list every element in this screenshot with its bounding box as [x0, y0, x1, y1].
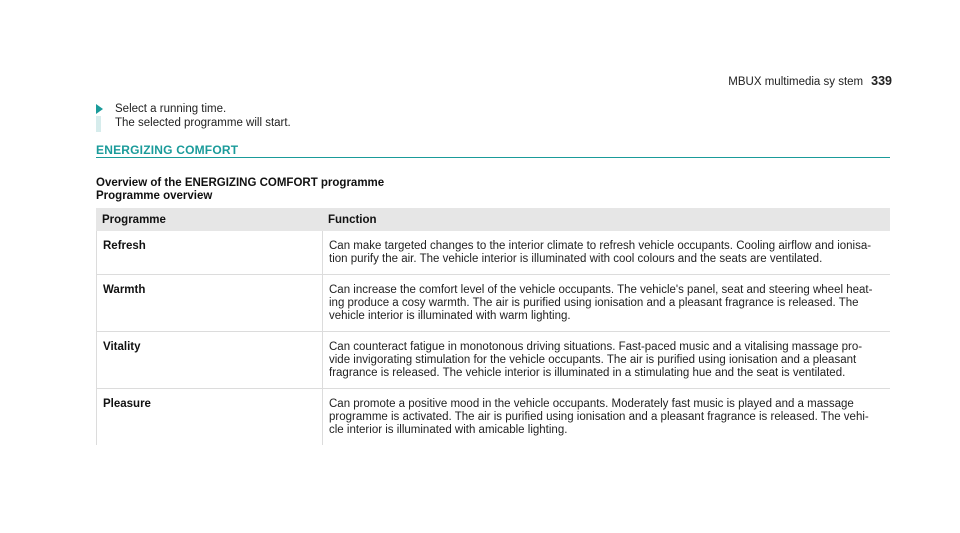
- overview-line-1: Overview of the ENERGIZING COMFORT programme: [96, 177, 385, 189]
- overview-heading: [96, 177, 384, 203]
- step-arrow-icon: [96, 102, 115, 114]
- programme-name: Pleasure: [96, 389, 322, 445]
- section-name: MBUX multimedia sy stem: [728, 76, 864, 88]
- overview-line-2: Programme overview: [96, 190, 213, 202]
- table-row: [96, 275, 890, 332]
- page-header: [728, 74, 892, 88]
- header-function: Function: [328, 213, 377, 226]
- instruction-result: The selected programme will start.: [115, 117, 291, 129]
- page-number: 339: [871, 74, 892, 88]
- programme-function: Can counteract fatigue in monotonous driving situations. Fast-paced music and a vitalising massage pro-vide invigorating stimulation for the vehicle occupants. The air is purified using ionisation and a pleasant fragrance is released. The vehicle interior is illuminated in a stimulating hue and the seat is ventilated.: [322, 332, 890, 388]
- programme-name: Warmth: [96, 275, 322, 331]
- programme-function: Can increase the comfort level of the vehicle occupants. The vehicle's panel, seat and steering wheel heat-ing produce a cosy warmth. The air is purified using ionisation and a pleasant fragrance is released. The vehicle interior is illuminated with warm lighting.: [322, 275, 890, 331]
- table-row: [96, 231, 890, 275]
- instruction-block: [96, 102, 356, 130]
- programme-name: Vitality: [96, 332, 322, 388]
- programme-function: Can promote a positive mood in the vehicle occupants. Moderately fast music is played and a massage programme is activated. The air is purified using ionisation and a pleasant fragrance is released. The vehi-cle interior is illuminated with amicable lighting.: [322, 389, 890, 445]
- instruction-step: Select a running time.: [115, 103, 227, 115]
- header-programme: Programme: [102, 213, 166, 226]
- programme-table: [96, 208, 890, 445]
- programme-name: Refresh: [96, 231, 322, 274]
- table-row: [96, 389, 890, 445]
- section-title: ENERGIZING COMFORT: [96, 143, 239, 157]
- table-header: [96, 208, 890, 231]
- section-divider: [96, 157, 890, 158]
- result-bar: [96, 116, 101, 132]
- programme-function: Can make targeted changes to the interior climate to refresh vehicle occupants. Cooling airflow and ionisa-tion purify the air. The vehicle interior is illuminated with cool colours and the seats are ventilated.: [322, 231, 890, 274]
- table-row: [96, 332, 890, 389]
